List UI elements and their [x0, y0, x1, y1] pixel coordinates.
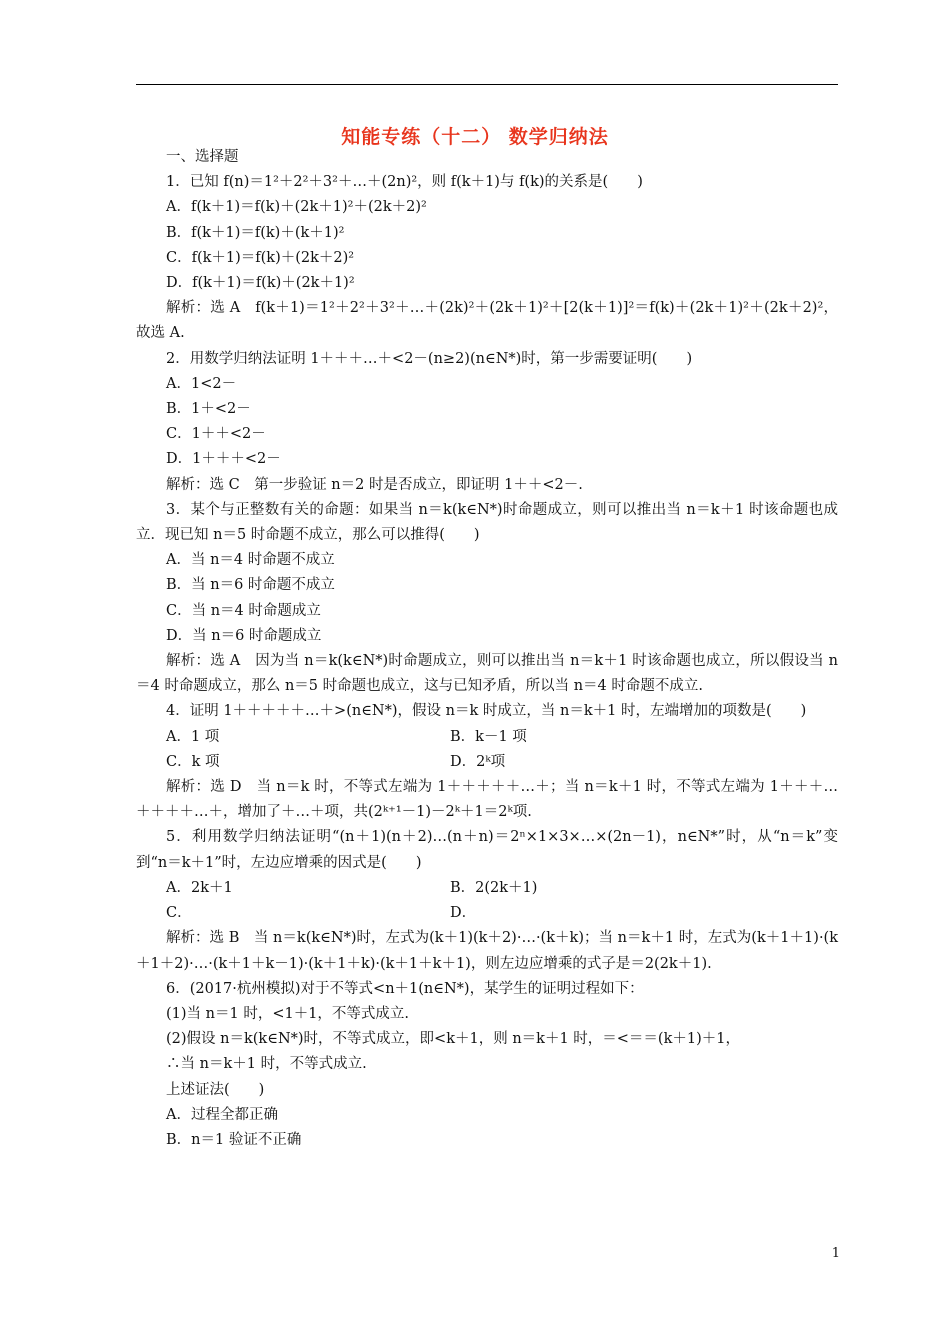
- q2-option-c: C．1＋＋<2－: [166, 426, 266, 443]
- q1-option-d: D．f(k＋1)＝f(k)＋(2k＋1)²: [166, 275, 355, 292]
- q1-solution: 解析：选 A f(k＋1)＝1²＋2²＋3²＋…＋(2k)²＋(2k＋1)²＋[2(k＋1)]²＝f(k)＋(2k＋1)²＋(2k＋2)²，故选 A.: [136, 300, 838, 342]
- q3-option-c: C．当 n＝4 时命题成立: [166, 602, 321, 619]
- question-5: 5．利用数学归纳法证明“(n＋1)(n＋2)…(n＋n)＝2ⁿ×1×3×…×(2n－1)，n∈N*”时，从“n＝k”变到“n＝k＋1”时，左边应增乘的因式是( ): [136, 829, 838, 871]
- q2-option-a: A．1<2－: [166, 375, 237, 392]
- q4-option-c: C．k 项: [166, 753, 220, 770]
- q4-option-a: A．1 项: [166, 728, 220, 745]
- q5-options-row-2: [136, 901, 838, 926]
- q3-option-d: D．当 n＝6 时命题成立: [166, 627, 322, 644]
- question-1: 1．已知 f(n)＝1²＋2²＋3²＋…＋(2n)²，则 f(k＋1)与 f(k)的关系是( ): [166, 174, 643, 191]
- q6-prompt: 上述证法( ): [166, 1081, 265, 1098]
- q4-options-row-2: [136, 750, 838, 775]
- question-4: 4．证明 1＋＋＋＋＋…＋>(n∈N*)，假设 n＝k 时成立，当 n＝k＋1 时，左端增加的项数是( ): [166, 703, 807, 720]
- q2-solution: 解析：选 C 第一步验证 n＝2 时是否成立，即证明 1＋＋<2－.: [166, 476, 583, 493]
- q6-option-b: B．n＝1 验证不正确: [166, 1131, 302, 1148]
- q1-option-b: B．f(k＋1)＝f(k)＋(k＋1)²: [166, 224, 345, 241]
- q5-option-c: C．: [166, 905, 192, 922]
- document-body: [136, 145, 838, 1153]
- q4-solution: 解析：选 D 当 n＝k 时，不等式左端为 1＋＋＋＋＋…＋；当 n＝k＋1 时，不等式左端为 1＋＋＋…＋＋＋＋…＋，增加了＋…＋项，共(2ᵏ⁺¹－1)－2ᵏ＋1＝2ᵏ项.: [136, 779, 838, 821]
- question-3: 3．某个与正整数有关的命题：如果当 n＝k(k∈N*)时命题成立，则可以推出当 n＝k＋1 时该命题也成立．现已知 n＝5 时命题不成立，那么可以推得( ): [136, 501, 838, 544]
- q3-solution: 解析：选 A 因为当 n＝k(k∈N*)时命题成立，则可以推出当 n＝k＋1 时该命题也成立，所以假设当 n＝4 时命题成立，那么 n＝5 时命题也成立，这与已知矛盾，所以当 n＝4 时命题不成立.: [136, 653, 838, 695]
- q4-option-d: D．2ᵏ项: [450, 753, 506, 770]
- q6-conclusion: ∴当 n＝k＋1 时，不等式成立.: [166, 1056, 367, 1073]
- q3-option-b: B．当 n＝6 时命题不成立: [166, 577, 335, 594]
- question-6: 6．(2017·杭州模拟)对于不等式<n＋1(n∈N*)，某学生的证明过程如下：: [166, 980, 644, 997]
- q4-options-row-1: [136, 725, 838, 750]
- q2-option-d: D．1＋＋＋<2－: [166, 451, 281, 468]
- q1-option-a: A．f(k＋1)＝f(k)＋(2k＋1)²＋(2k＋2)²: [166, 199, 427, 216]
- q5-options-row-1: [136, 876, 838, 901]
- header-rule: [136, 84, 838, 85]
- q4-option-b: B．k－1 项: [450, 728, 527, 745]
- q5-option-a: A．2k＋1: [166, 879, 233, 896]
- q6-step-2: (2)假设 n＝k(k∈N*)时，不等式成立，即<k＋1，则 n＝k＋1 时，＝<＝＝(k＋1)＋1，: [166, 1031, 740, 1048]
- page-title: 知能专练（十二） 数学归纳法: [341, 126, 609, 148]
- q5-option-b: B．2(2k＋1): [450, 879, 538, 896]
- q5-solution: 解析：选 B 当 n＝k(k∈N*)时，左式为(k＋1)(k＋2)·…·(k＋k)；当 n＝k＋1 时，左式为(k＋1＋1)·(k＋1＋2)·…·(k＋1＋k－1)·(k＋1＋k)·(k＋1＋k＋1)，则左边应增乘的式子是＝2(2k＋1).: [136, 930, 838, 972]
- q2-option-b: B．1＋<2－: [166, 401, 251, 418]
- q6-step-1: (1)当 n＝1 时，<1＋1，不等式成立.: [166, 1005, 410, 1022]
- q1-option-c: C．f(k＋1)＝f(k)＋(2k＋2)²: [166, 249, 355, 266]
- page-number: 1: [831, 1246, 840, 1261]
- question-2: 2．用数学归纳法证明 1＋＋＋…＋<2－(n≥2)(n∈N*)时，第一步需要证明( ): [166, 350, 693, 367]
- section-heading: 一、选择题: [166, 149, 239, 165]
- q6-option-a: A．过程全都正确: [166, 1106, 278, 1123]
- q3-option-a: A．当 n＝4 时命题不成立: [166, 552, 335, 569]
- q5-option-d: D．: [450, 905, 477, 922]
